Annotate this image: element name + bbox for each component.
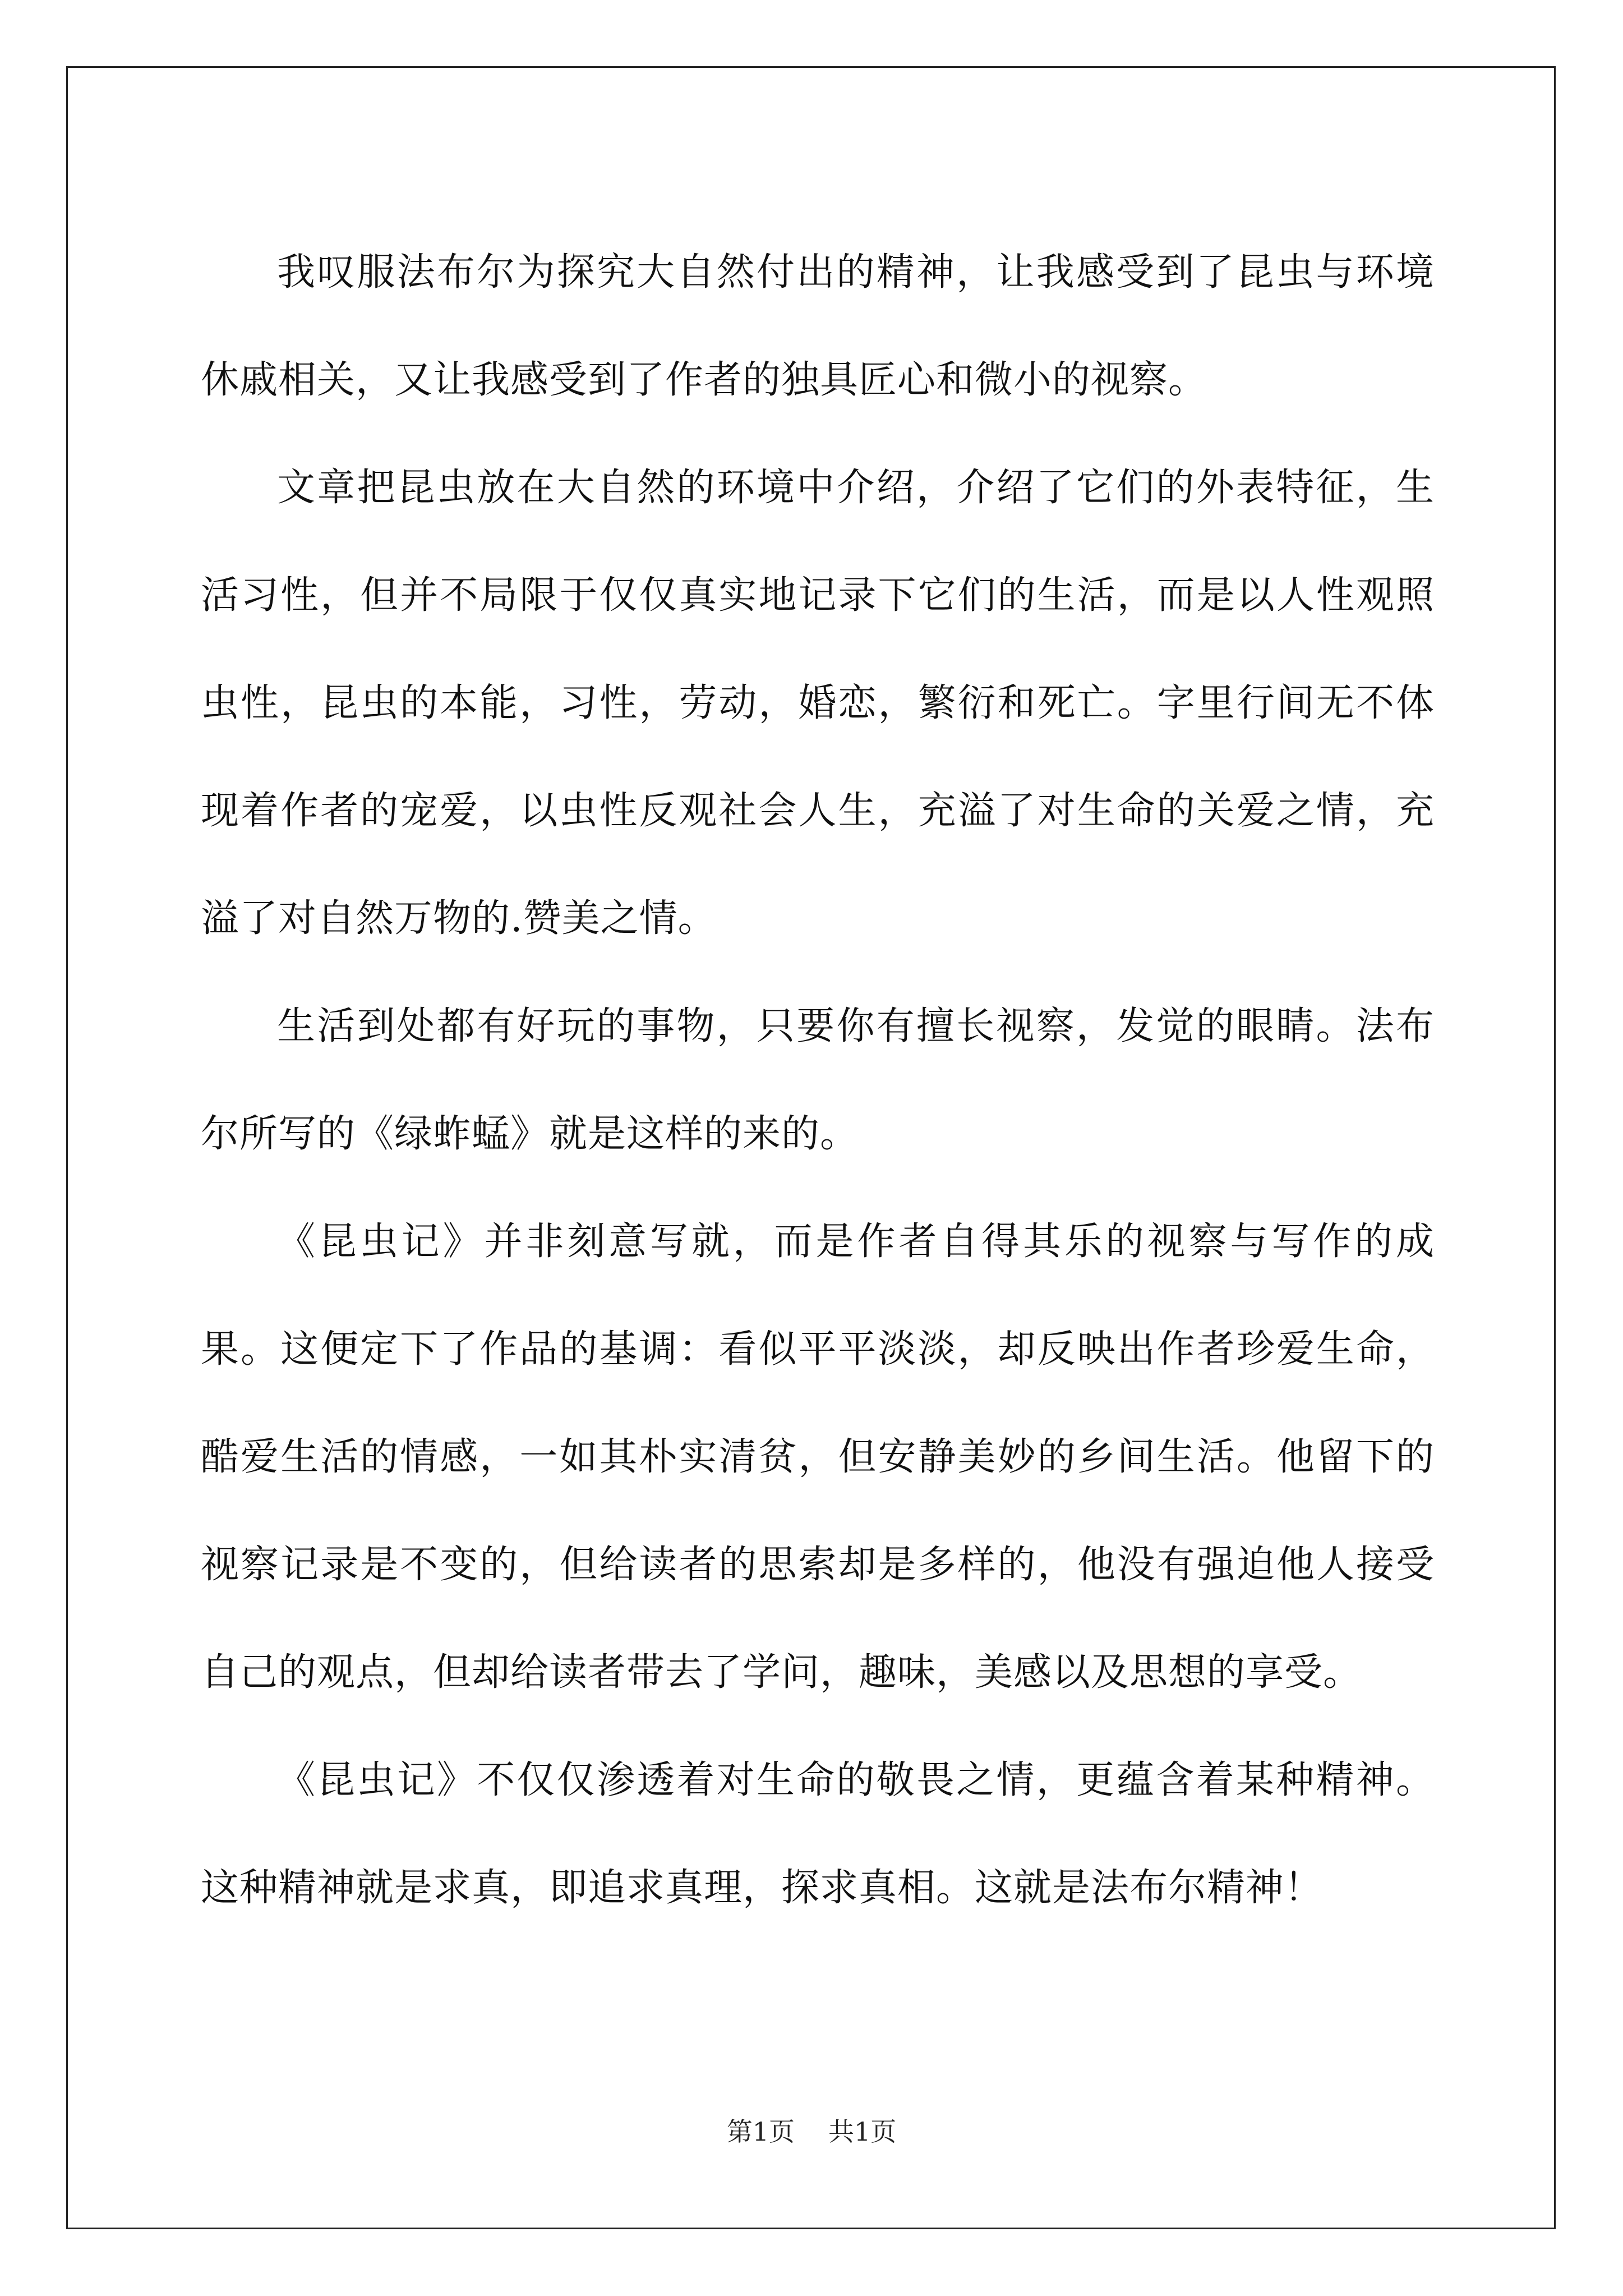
document-body: [201, 219, 1435, 1942]
paragraph-1: 我叹服法布尔为探究大自然付出的精神，让我感受到了昆虫与环境休戚相关，又让我感受到了作者的独具匠心和微小的视察。: [201, 250, 1435, 402]
page-number-total: 共1页: [828, 2116, 897, 2147]
page-number-current: 第1页: [726, 2116, 795, 2147]
paragraph-3: 生活到处都有好玩的事物，只要你有擅长视察，发觉的眼睛。法布尔所写的《绿蚱蜢》就是这样的来的。: [201, 1004, 1435, 1156]
page-footer: [0, 2115, 1623, 2148]
paragraph-5: 《昆虫记》不仅仅渗透着对生命的敬畏之情，更蕴含着某种精神。这种精神就是求真，即追求真理，探求真相。这就是法布尔精神！: [201, 1758, 1435, 1910]
paragraph-2: 文章把昆虫放在大自然的环境中介绍，介绍了它们的外表特征，生活习性，但并不局限于仅仅真实地记录下它们的生活，而是以人性观照虫性，昆虫的本能，习性，劳动，婚恋，繁衍和死亡。字里行间无不体现着作者的宠爱，以虫性反观社会人生，充溢了对生命的关爱之情，充溢了对自然万物的.赞美之情。: [201, 466, 1435, 941]
paragraph-4: 《昆虫记》并非刻意写就，而是作者自得其乐的视察与写作的成果。这便定下了作品的基调：看似平平淡淡，却反映出作者珍爱生命，酷爱生活的情感，一如其朴实清贫，但安静美妙的乡间生活。他留下的视察记录是不变的，但给读者的思索却是多样的，他没有强迫他人接受自己的观点，但却给读者带去了学问，趣味，美感以及思想的享受。: [201, 1220, 1435, 1695]
